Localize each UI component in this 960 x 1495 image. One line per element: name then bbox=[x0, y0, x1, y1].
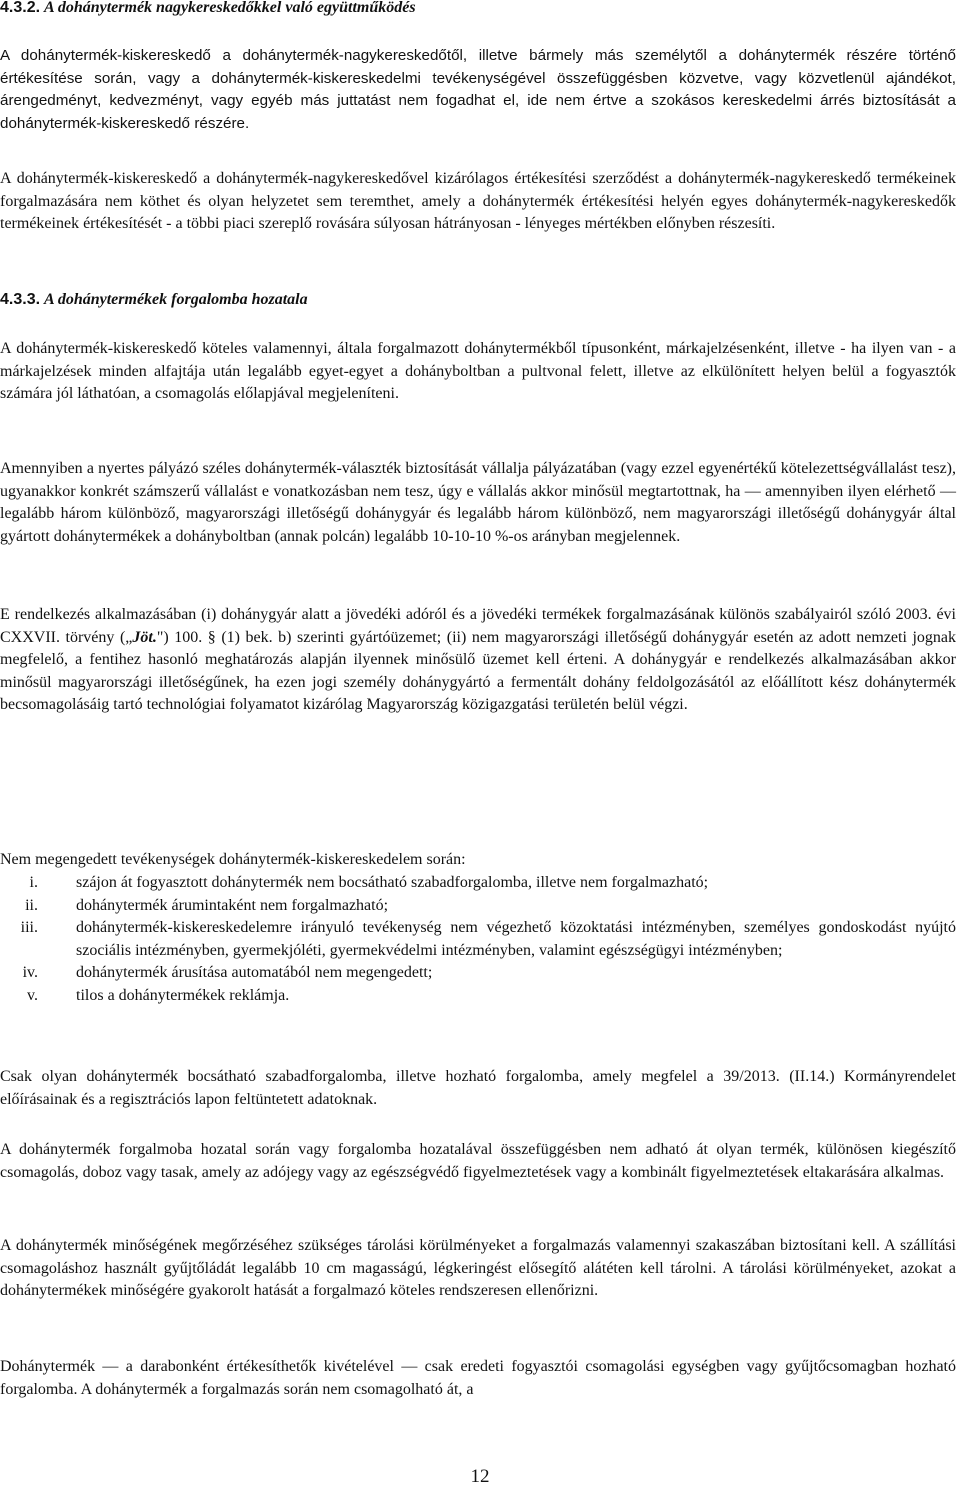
list-item-text: dohánytermék árumintaként nem forgalmazható; bbox=[76, 896, 389, 914]
list-marker: ii. bbox=[25, 896, 38, 914]
paragraph-exclusive-contract: A dohánytermék-kiskereskedő a dohánytermék-nagykereskedővel kizárólagos értékesítési szerződést a dohánytermék-nagykereskedő termékeinek forgalmazására nem köthet és olyan helyzetet sem teremthet, amely a dohánytermék értékesítési helyén egyes dohánytermék-nagykereskedők termékeinek értékesítését - a többi piaci szereplő rovására súlyosan hátrányosan - lényeges mértékben előnyben részesíti. bbox=[0, 170, 956, 232]
list-item-text: dohánytermék árusítása automatából nem megengedett; bbox=[76, 964, 433, 981]
paragraph-regulation-compliance: Csak olyan dohánytermék bocsátható szabadforgalomba, illetve hozható forgalomba, amely megfelel a 39/2013. (II.14.) Kormányrendelet előírásainak és a regisztrációs lapon feltüntetett adatoknak. bbox=[0, 1068, 956, 1108]
paragraph-storage-conditions: A dohánytermék minőségének megőrzéséhez szükséges tárolási körülményeket a forgalmazás valamennyi szakaszában biztosítani kell. A szállítási csomagoláshoz használt gyűjtőládát legalább 10 cm magasságú, légkeringést elősegítő alátéten kell tárolni. A tárolási körülményeket, azokat a dohánytermékek minőségére gyakorolt hatását a forgalmazó köteles rendszeresen ellenőrizni. bbox=[0, 1237, 956, 1299]
list-marker: i. bbox=[29, 874, 38, 891]
definitions-text-after: ") 100. § (1) bek. b) szerinti gyártóüzemet; (ii) nem magyarországi illetőségű dohánygyár esetén az adott nemzeti jognak megfelelő, a fentihez hasonló meghatározás alapján ilyennek minősülő üzemet kell érteni. A dohánygyár e rendelkezés alkalmazásában akkor minősül magyarországi illetőségűnek, ha ezen jogi személy dohánygyártó a fermentált dohány feldolgozásától az előállított kész dohánytermék becsomagolásáig tartó technológiai folyamatot kizárólag Magyarország közigazgatási területén belül végzi. bbox=[0, 628, 957, 713]
list-item-text: tilos a dohánytermékek reklámja. bbox=[76, 986, 290, 1004]
prohibited-activities-list bbox=[0, 872, 956, 1007]
list-item bbox=[0, 962, 956, 985]
paragraph-definitions bbox=[0, 604, 956, 717]
definitions-text-before: E rendelkezés alkalmazásában (i) dohánygyár alatt a jövedéki adóról és a jövedéki termékek forgalmazásának különös szabályairól szóló 2003. évi CXXVII. törvény („ bbox=[0, 606, 956, 646]
list-item bbox=[0, 895, 956, 918]
list-marker: iii. bbox=[20, 919, 38, 936]
list-item-text: szájon át fogyasztott dohánytermék nem bocsátható szabadforgalomba, illetve nem forgalmazható; bbox=[76, 874, 709, 891]
section-heading-4-3-2 bbox=[0, 0, 958, 19]
section-title: A dohánytermék nagykereskedőkkel való együttműködés bbox=[44, 0, 416, 16]
prohibited-list-intro: Nem megengedett tevékenységek dohánytermék-kiskereskedelem során: bbox=[0, 851, 466, 868]
page-number: 12 bbox=[470, 1466, 490, 1487]
list-marker: iv. bbox=[22, 964, 38, 981]
list-item-text: dohánytermék-kiskereskedelemre irányuló tevékenység nem végezhető közoktatási intézményben, személyes gondoskodást nyújtó szociális intézményben, gyermekjóléti, gyermekvédelmi intézményben, valamint egészségügyi intézményben; bbox=[76, 919, 956, 959]
paragraph-display-obligation: A dohánytermék-kiskereskedő köteles valamennyi, általa forgalmazott dohánytermékből típusonként, márkajelzésenként, illetve - ha ilyen van - a márkajelzések minden alfajtája után legalább egyet-egyet a dohányboltban a pultvonal felett, illetve az elkülönített helyen belül a fogyasztók számára jól láthatóan, a csomagolás előlapjával megjeleníteni. bbox=[0, 340, 956, 402]
list-marker: v. bbox=[27, 986, 38, 1004]
section-number: 4.3.3. bbox=[0, 291, 41, 308]
list-item bbox=[0, 917, 956, 962]
paragraph-assortment: Amennyiben a nyertes pályázó széles dohánytermék-választék biztosítását vállalja pályázatában (vagy ezzel egyenértékű kötelezettségvállalást tesz), ugyanakkor konkrét számszerű vállalást e vonatkozásban nem tesz, úgy e vállalás akkor minősül megtartottnak, ha — amennyiben ilyen elérhető — legalább három különböző, magyarországi illetőségű dohánygyár és legalább három különböző, nem magyarországi illetőségű dohánygyár által gyártott dohánytermékek a dohányboltban (annak polcán) legalább 10-10-10 %-os arányban megjelennek. bbox=[0, 460, 956, 545]
section-number: 4.3.2. bbox=[0, 0, 41, 16]
section-title: A dohánytermékek forgalomba hozatala bbox=[44, 291, 308, 308]
section-heading-4-3-3 bbox=[0, 289, 958, 311]
paragraph-gifts-prohibition: A dohánytermék-kiskereskedő a dohánytermék-nagykereskedőtől, illetve bármely más személytől a dohánytermék részére történő értékesítése során, vagy a dohánytermék-kiskereskedelmi tevékenységével összefüggésben közvetve, vagy közvetlenül ajándékot, árengedményt, kedvezményt, vagy egyéb más juttatást nem fogadhat el, ide nem értve a szokásos kereskedelmi árrés biztosítását a dohánytermék-kiskereskedő részére. bbox=[0, 47, 956, 132]
list-item bbox=[0, 985, 956, 1008]
list-item bbox=[0, 872, 956, 895]
jot-abbreviation: Jöt. bbox=[132, 628, 157, 646]
paragraph-original-packaging: Dohánytermék — a darabonként értékesíthetők kivételével — csak eredeti fogyasztói csomagolási egységben vagy gyűjtőcsomagban hozható forgalomba. A dohánytermék a forgalmazás során nem csomagolható át, a bbox=[0, 1358, 956, 1398]
paragraph-packaging-restriction: A dohánytermék forgalmoba hozatal során vagy forgalomba hozatalával összefüggésben nem adható át olyan termék, különösen kiegészítő csomagolás, doboz vagy tasak, amely az adójegy vagy az egészségvédő figyelmeztetések vagy a kombinált figyelmeztetések eltakarására alkalmas. bbox=[0, 1141, 956, 1181]
